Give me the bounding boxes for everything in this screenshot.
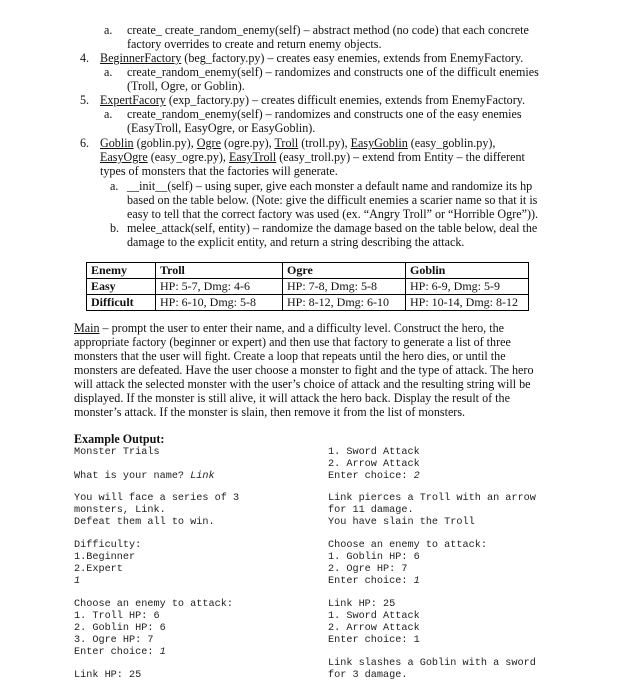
console-line: 3. Ogre HP: 7 [74, 635, 154, 646]
list-marker: a. [104, 65, 113, 79]
class-name: ExpertFacory [100, 93, 166, 107]
list-text: (goblin.py), [133, 136, 197, 150]
list-text: melee_attack(self, entity) – randomize the damage based on the table below, deal the [127, 221, 538, 235]
console-line: Choose an enemy to attack: [328, 540, 487, 551]
console-user-input: 1 [413, 576, 420, 587]
list-item-monsters [100, 136, 495, 151]
list-text: create_random_enemy(self) – randomizes and constructs one of the easy enemies [127, 107, 522, 121]
console-line: for 11 damage. [328, 505, 414, 516]
console-line [74, 471, 215, 483]
table-row [87, 279, 529, 295]
list-marker: a. [104, 23, 113, 37]
console-line: Difficulty: [74, 540, 142, 551]
list-marker: 5. [80, 93, 90, 107]
list-marker: 6. [80, 136, 90, 150]
list-text: (easy_goblin.py), [407, 136, 496, 150]
table-cell: HP: 10-14, Dmg: 8-12 [406, 295, 529, 311]
console-prompt: Enter choice: [74, 647, 160, 658]
class-name: EasyGoblin [350, 136, 408, 150]
example-output-heading: Example Output: [74, 432, 165, 446]
list-marker: a. [110, 179, 119, 193]
main-paragraph-line [74, 321, 504, 336]
console-line: 1. Sword Attack [328, 447, 420, 458]
console-line [328, 471, 420, 483]
class-name: BeginnerFactory [100, 51, 182, 65]
list-marker: a. [104, 107, 113, 121]
table-cell: Easy [87, 279, 156, 295]
table-cell: HP: 6-10, Dmg: 5-8 [156, 295, 283, 311]
list-text: create_random_enemy(self) – randomizes and constructs one of the difficult enemies [127, 65, 539, 79]
console-line: 1. Goblin HP: 6 [328, 552, 420, 563]
paragraph-text: – prompt the user to enter their name, and a difficulty level. Construct the hero, the [99, 321, 504, 335]
list-text: (ogre.py), [220, 136, 275, 150]
list-text: based on the table below. (Note: give the difficult enemies a scarier name so that it is [127, 193, 538, 207]
console-line: 1. Troll HP: 6 [74, 611, 160, 622]
console-line: Link pierces a Troll with an arrow [328, 493, 536, 504]
console-user-input: 1 [159, 647, 166, 658]
list-text-line [100, 150, 525, 165]
table-header: Enemy [87, 263, 156, 279]
table-cell: Difficult [87, 295, 156, 311]
paragraph-text: monster’s attack. If the monster is slain, then remove it from the list of monsters. [74, 405, 466, 419]
list-marker: 4. [80, 51, 90, 65]
console-line: Defeat them all to win. [74, 517, 215, 528]
list-marker: b. [110, 221, 120, 235]
console-line: Link HP: 25 [328, 599, 396, 610]
list-text: __init__(self) – using super, give each monster a default name and randomize its hp [127, 179, 533, 193]
console-user-input: 1 [74, 576, 81, 587]
console-line: Monster Trials [74, 447, 160, 458]
list-text: (exp_factory.py) – creates difficult enemies, extends from EnemyFactory. [165, 93, 526, 107]
console-line: 1. Sword Attack [328, 611, 420, 622]
table-header: Troll [156, 263, 283, 279]
list-text: (Troll, Ogre, or Goblin). [127, 79, 245, 93]
table-cell: HP: 7-8, Dmg: 5-8 [283, 279, 406, 295]
class-name: Ogre [196, 136, 221, 150]
console-line: 2. Ogre HP: 7 [328, 564, 408, 575]
console-line: You will face a series of 3 [74, 493, 240, 504]
table-header-row [87, 263, 529, 279]
class-name: Goblin [100, 136, 134, 150]
console-user-input: Link [190, 471, 215, 482]
console-user-input [74, 576, 80, 588]
main-label: Main [74, 321, 100, 335]
console-line: You have slain the Troll [328, 517, 475, 528]
table-cell: HP: 6-9, Dmg: 5-9 [406, 279, 529, 295]
list-text: (beg_factory.py) – creates easy enemies, extends from EnemyFactory. [181, 51, 524, 65]
table-header: Ogre [283, 263, 406, 279]
console-line: monsters, Link. [74, 505, 166, 516]
paragraph-text: displayed. If the monster is still alive, it will attack the hero back. Display the result of the [74, 391, 510, 405]
console-line: 2.Expert [74, 564, 123, 575]
list-text: damage to the explicit entity, and return a string describing the attack. [127, 235, 465, 249]
class-name: Troll [274, 136, 299, 150]
console-prompt: What is your name? [74, 471, 191, 482]
console-line: Link slashes a Goblin with a sword [328, 658, 536, 669]
paragraph-text: appropriate factory (beginner or expert) and then use that factory to generate a list of three [74, 335, 511, 349]
console-line [74, 647, 166, 659]
console-line: for 3 damage. [328, 670, 408, 681]
list-item-beginner-factory [100, 51, 523, 66]
table-row [87, 295, 529, 311]
paragraph-text: monsters that the user will fight. Create a loop that repeats until the hero dies, or until the [74, 349, 506, 363]
console-line: 2. Arrow Attack [328, 459, 420, 470]
console-line [328, 576, 420, 588]
list-text: (EasyTroll, EasyOgre, or EasyGoblin). [127, 121, 316, 135]
class-name: EasyTroll [228, 150, 277, 164]
console-prompt: Enter choice: [328, 471, 414, 482]
enemy-stats-table [86, 262, 529, 311]
console-line: Link HP: 25 [74, 670, 142, 681]
console-user-input: 2 [413, 471, 420, 482]
paragraph-text: monsters are defeated. Have the user choose a monster to fight and the type of attack. The hero [74, 363, 534, 377]
table-header: Goblin [406, 263, 529, 279]
list-text: (easy_troll.py) – extend from Entity – the different [276, 150, 525, 164]
console-line: 2. Arrow Attack [328, 623, 420, 634]
list-text: (troll.py), [298, 136, 351, 150]
table-cell: HP: 5-7, Dmg: 4-6 [156, 279, 283, 295]
list-item-expert-factory [100, 93, 525, 108]
console-line: 2. Goblin HP: 6 [74, 623, 166, 634]
list-text: create_ create_random_enemy(self) – abstract method (no code) that each concrete [127, 23, 529, 37]
console-line: Choose an enemy to attack: [74, 599, 233, 610]
list-text: easy to tell that the correct factory was used (ex. “Angry Troll” or “Horrible Ogre”)). [127, 207, 539, 221]
table-cell: HP: 8-12, Dmg: 6-10 [283, 295, 406, 311]
list-text: factory overrides to create and return enemy objects. [127, 37, 382, 51]
console-prompt: Enter choice: [328, 576, 414, 587]
console-line: Enter choice: 1 [328, 635, 420, 646]
console-line: 1.Beginner [74, 552, 136, 563]
list-text: (easy_ogre.py), [147, 150, 229, 164]
class-name: EasyOgre [100, 150, 148, 164]
list-text: types of monsters that the factories will generate. [100, 164, 338, 178]
paragraph-text: will attack the selected monster with the user’s choice of attack and the resulting string will be [74, 377, 531, 391]
